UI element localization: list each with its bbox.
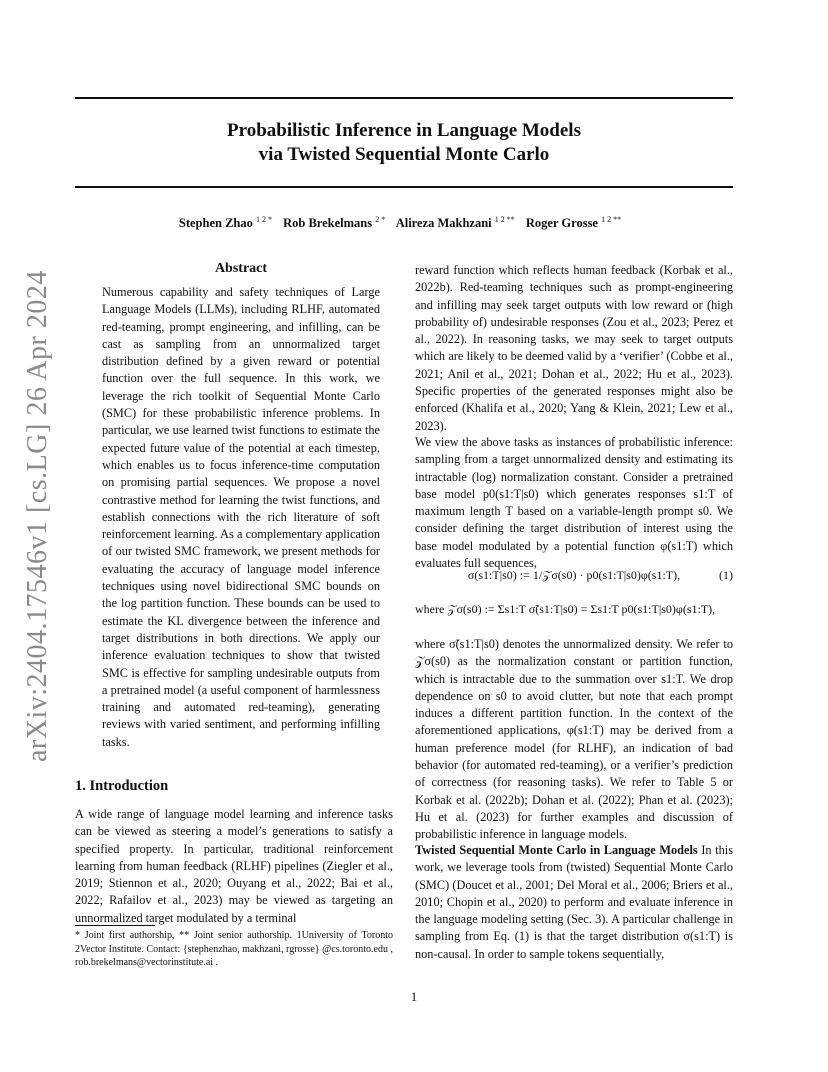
equation-2-text: where 𝒵σ(s0) := Σs1:T σ̃(s1:T|s0) = Σs1:T p0(s1:T|s0)φ(s1:T), — [415, 602, 716, 616]
paper-title — [75, 119, 733, 167]
author-name: Stephen Zhao — [178, 216, 253, 231]
footnote-rule — [75, 925, 155, 926]
title-line-1: Probabilistic Inference in Language Models — [227, 120, 581, 141]
equation-1-number: (1) — [719, 568, 733, 582]
title-top-rule — [75, 97, 733, 99]
right-p3-text: where σ̃(s1:T|s0) denotes the unnormalized density. We refer to 𝒵σ(s0) as the normalization constant or partition function, which is intractable due to the summation over s1:T. We drop dependence on s0 to avoid clutter, but note that each prompt induces a different partition function. In the context of the aforementioned applications, φ(s1:T) may be derived from a human preference model (for RLHF), an indication of bad behavior (for automated red-teaming), or a verifier’s prediction of correctness (for reasoning tasks). We refer to Table 5 or Korbak et al. (2022b); Dohan et al. (2022); Phan et al. (2023); Hu et al. (2023) for further examples and discussion of probabilistic inference in language models. — [415, 637, 733, 842]
author-affiliation: 1 2 ** — [601, 215, 622, 224]
abstract-heading: Abstract — [214, 261, 268, 276]
right-p1-text: reward function which reflects human feedback (Korbak et al., 2022b). Red-teaming techniques such as prompt-engineering and infilling may seek target outputs with low reward or (high probability of) undesirable responses (Zou et al., 2023; Perez et al., 2022). In reasoning tasks, we may seek to target outputs which are likely to be deemed valid by a ‘verifier’ (Cobbe et al., 2021; Anil et al., 2021; Dohan et al., 2022; Hu et al., 2023). Specific properties of the generated responses might also be enforced (Khalifa et al., 2020; Yang & Klein, 2021; Lew et al., 2023). — [415, 263, 733, 433]
right-paragraph-4 — [415, 842, 733, 963]
paragraph-heading: Twisted Sequential Monte Carlo in Language Models — [415, 843, 698, 857]
title-bottom-rule — [75, 186, 733, 188]
title-line-2: via Twisted Sequential Monte Carlo — [258, 144, 550, 165]
section-heading-introduction: 1. Introduction — [75, 778, 169, 794]
abstract-text — [102, 284, 380, 751]
equation-1 — [415, 568, 733, 583]
author-name: Rob Brekelmans — [283, 216, 373, 231]
right-paragraph-3 — [415, 636, 733, 844]
author-affiliation: 2 * — [375, 215, 386, 224]
right-paragraph-2 — [415, 434, 733, 572]
author-affiliation: 1 2 * — [255, 215, 272, 224]
page-number: 1 — [410, 990, 418, 1004]
author-name: Alireza Makhzani — [395, 216, 492, 231]
equation-1-text: σ(s1:T|s0) := 1/𝒵σ(s0) · p0(s1:T|s0)φ(s1:T), — [467, 568, 681, 582]
footnote: * Joint first authorship, ** Joint senior authorship. 1University of Toronto 2Vector Institute. Contact: {stephenzhao, makhzani, rgrosse} @cs.toronto.edu , rob.brekelmans@vectorinstitute.ai . — [75, 930, 393, 968]
right-p2-text: We view the above tasks as instances of probabilistic inference: sampling from a target unnormalized density and estimating its intractable (log) normalization constant. Consider a pretrained base model p0(s1:T|s0) which generates responses s1:T of maximum length T based on a variable-length prompt s0. We consider defining the target distribution of interest using the base model modulated by a potential function φ(s1:T) which evaluates full sequences, — [415, 435, 733, 571]
right-paragraph-1 — [415, 262, 733, 435]
intro-paragraph: A wide range of language model learning and inference tasks can be viewed as steering a model’s generations to satisfy a specified property. In particular, traditional reinforcement learning from human feedback (RLHF) pipelines (Ziegler et al., 2019; Stiennon et al., 2020; Ouyang et al., 2022; Bai et al., 2022; Rafailov et al., 2023) may be viewed as targeting an unnormalized target modulated by a terminal — [75, 807, 393, 925]
abstract-paragraph: Numerous capability and safety techniques of Large Language Models (LLMs), including RLHF, automated red-teaming, prompt engineering, and infilling, can be cast as sampling from an unnormalized target distribution defined by a given reward or potential function over the full sequence. In this work, we leverage the rich toolkit of Sequential Monte Carlo (SMC) for these probabilistic inference problems. In particular, we use learned twist functions to estimate the expected future value of the potential at each timestep, which enables us to focus inference-time computation on promising partial sequences. We propose a novel contrastive method for learning the twist functions, and establish connections with the rich literature of soft reinforcement learning. As a complementary application of our twisted SMC framework, we present methods for evaluating the accuracy of language model inference techniques using novel bidirectional SMC bounds on the log partition function. These bounds can be used to estimate the KL divergence between the inference and target distributions in both directions. We apply our inference evaluation techniques to show that twisted SMC is effective for sampling undesirable outputs from a pretrained model (a useful component of harmlessness training and automated red-teaming), generating reviews with varied sentiment, and performing infilling tasks. — [102, 285, 380, 749]
author-name: Roger Grosse — [525, 216, 598, 231]
equation-2 — [415, 602, 733, 617]
author-list — [75, 215, 733, 231]
arxiv-watermark: arXiv:2404.17546v1 [cs.LG] 26 Apr 2024 — [22, 270, 53, 762]
right-p4-text: In this work, we leverage tools from (twisted) Sequential Monte Carlo (SMC) (Doucet et al., 2001; Del Moral et al., 2006; Briers et al., 2010; Chopin et al., 2020) to perform and evaluate inference in the language modeling setting (Sec. 3). A particular challenge in sampling from Eq. (1) is that the target distribution σ(s1:T) is non-causal. In order to sample tokens sequentially, — [415, 843, 733, 961]
author-affiliation: 1 2 ** — [494, 215, 515, 224]
introduction-text — [75, 806, 393, 927]
